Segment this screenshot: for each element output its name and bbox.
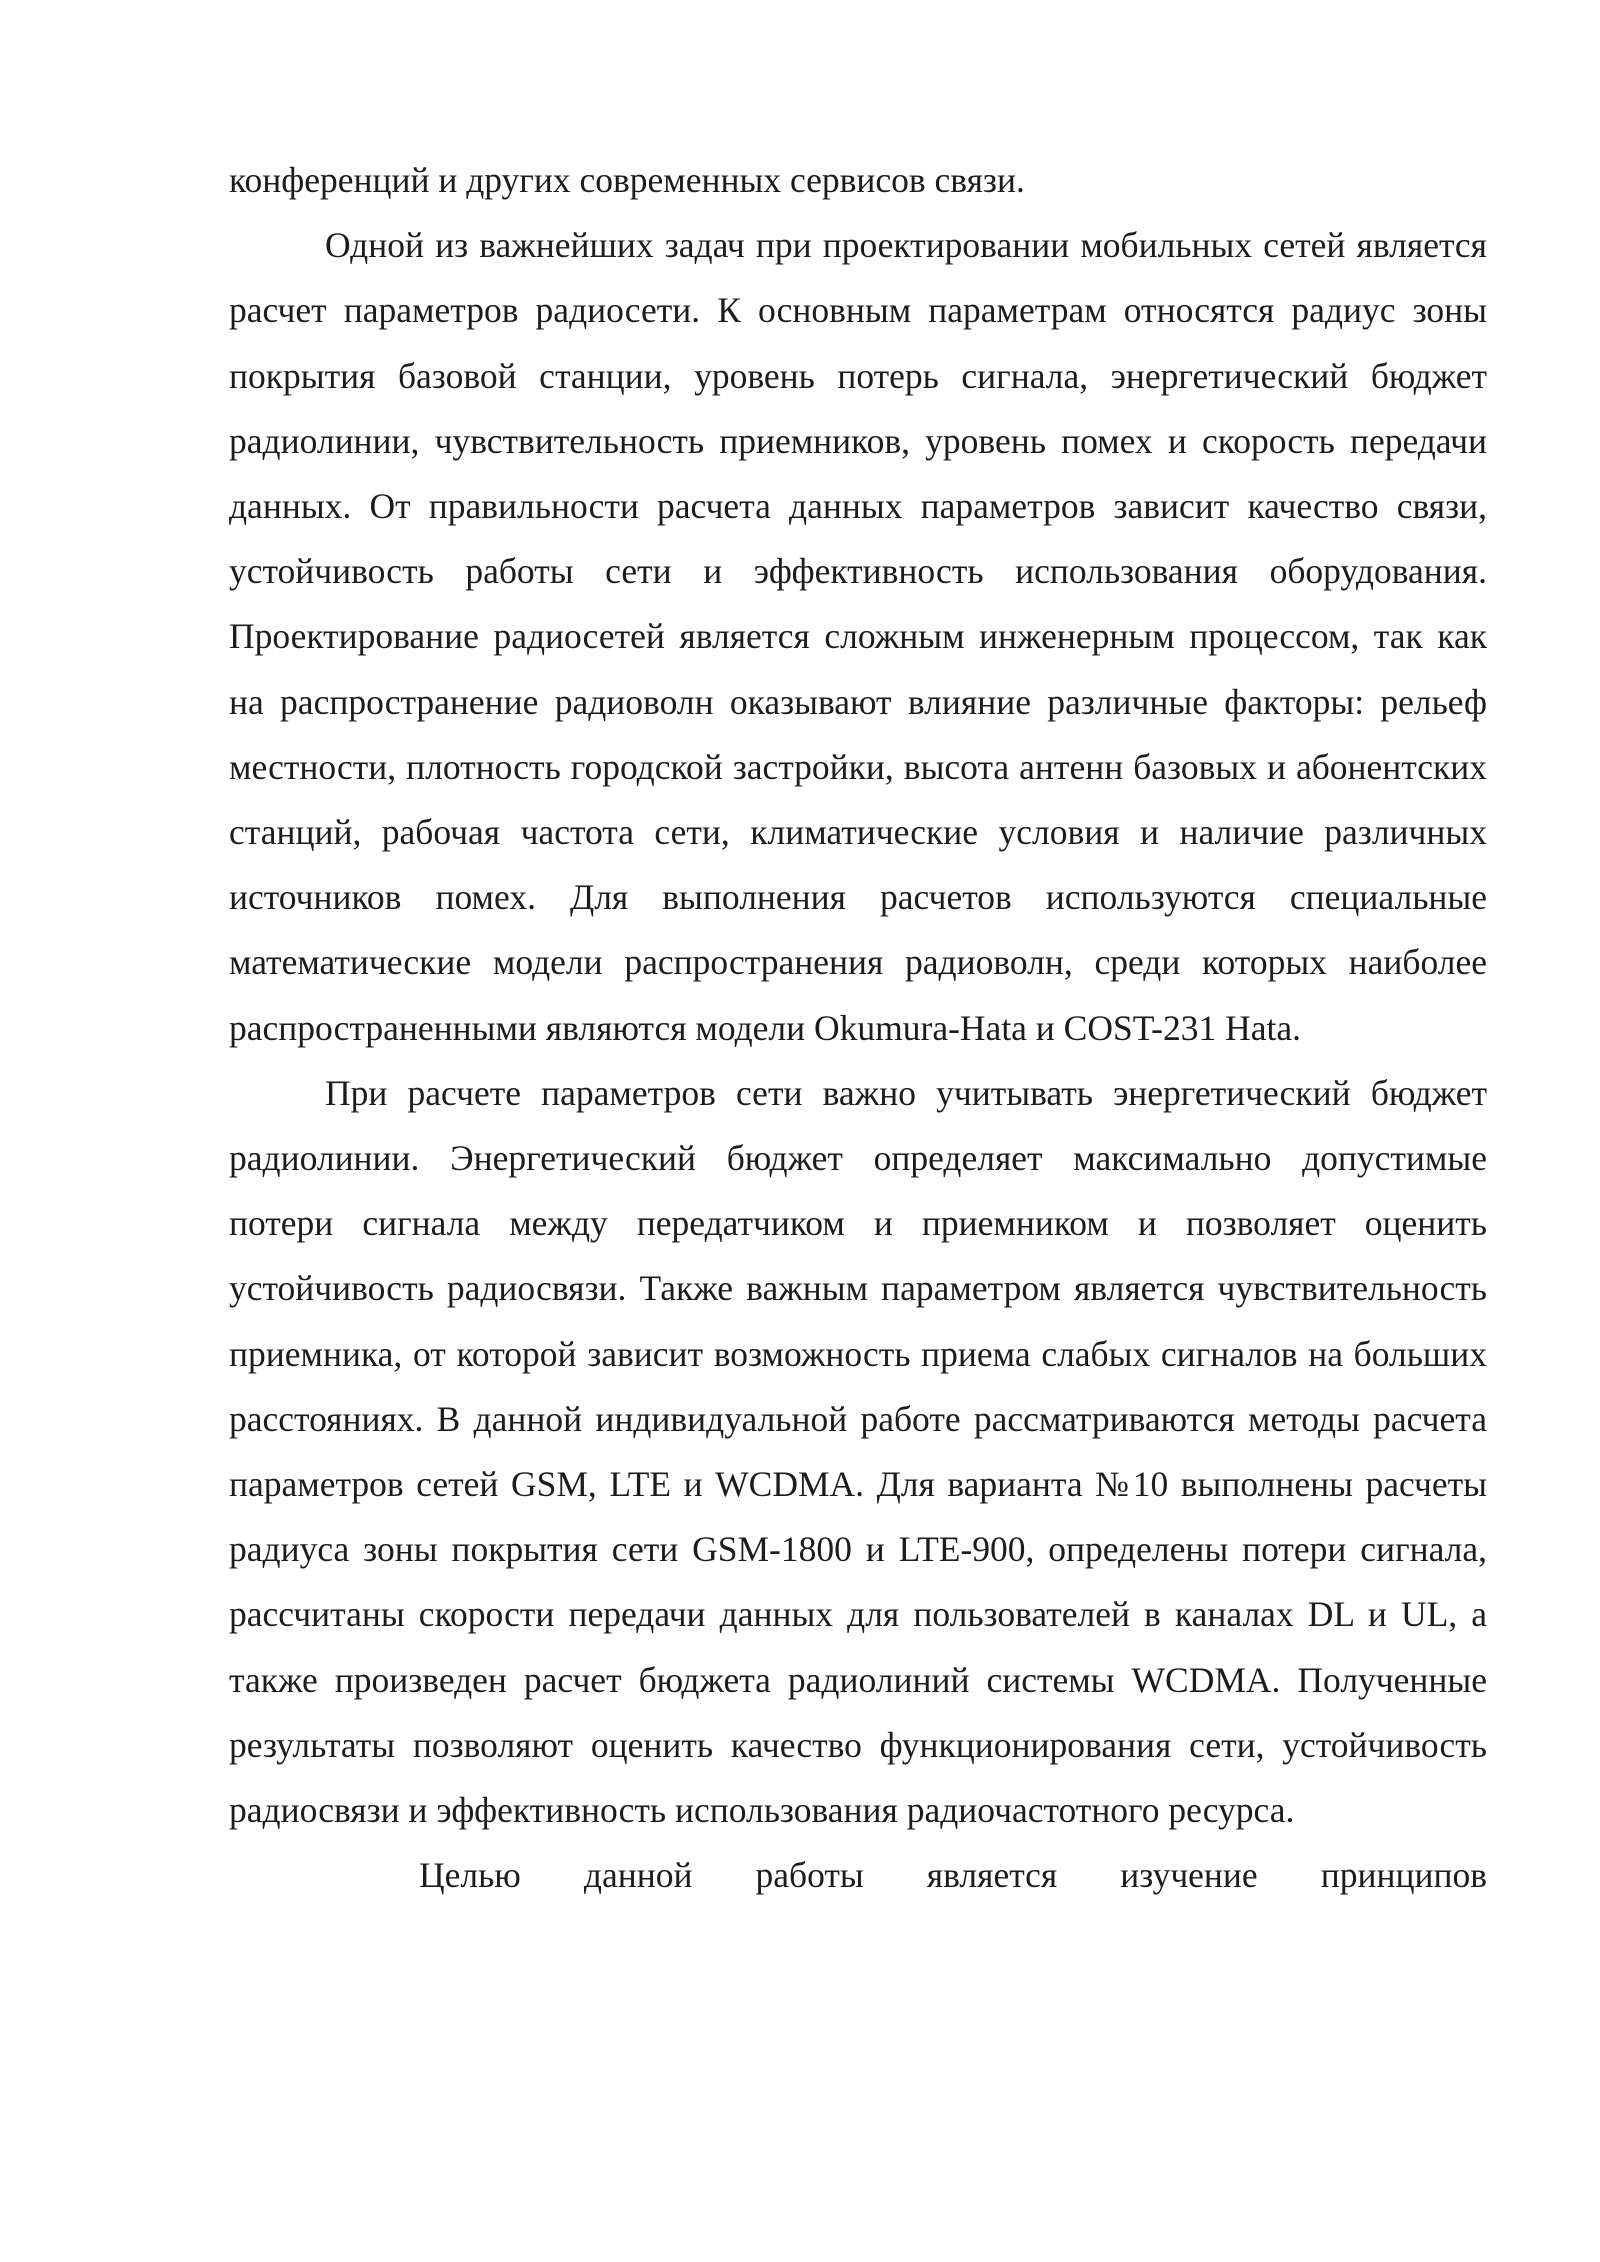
document-body: [229, 148, 1487, 1908]
paragraph-goal: Целью данной работы является изучение принципов: [419, 1855, 1487, 1896]
paragraph-continuation: конференций и других современных сервисов связи.: [229, 160, 1025, 200]
paragraph-radio-network: Одной из важнейших задач при проектировании мобильных сетей является расчет параметров радиосети. К основным параметрам относятся радиус зоны покрытия базовой станции, уровень потерь сигнала, энергетический бюджет радиолинии, чувствительность приемников, уровень помех и скорость передачи данных. От правильности расчета данных параметров зависит качество связи, устойчивость работы сети и эффективность использования оборудования. Проектирование радиосетей является сложным инженерным процессом, так как на распространение радиоволн оказывают влияние различные факторы: рельеф местности, плотность городской застройки, высота антенн базовых и абонентских станций, рабочая частота сети, климатические условия и наличие различных источников помех. Для выполнения расчетов используются специальные математические модели распространения радиоволн, среди которых наиболее распространенными являются модели Okumura-Hata и COST-231 Hata.: [229, 225, 1487, 1048]
paragraph-energy-budget: При расчете параметров сети важно учитывать энергетический бюджет радиолинии. Энергетический бюджет определяет максимально допустимые потери сигнала между передатчиком и приемником и позволяет оценить устойчивость радиосвязи. Также важным параметром является чувствительность приемника, от которой зависит возможность приема слабых сигналов на больших расстояниях. В данной индивидуальной работе рассматриваются методы расчета параметров сетей GSM, LTE и WCDMA. Для варианта №10 выполнены расчеты радиуса зоны покрытия сети GSM-1800 и LTE-900, определены потери сигнала, рассчитаны скорости передачи данных для пользователей в каналах DL и UL, а также произведен расчет бюджета радиолиний системы WCDMA. Полученные результаты позволяют оценить качество функционирования сети, устойчивость радиосвязи и эффективность использования радиочастотного ресурса.: [229, 1072, 1487, 1831]
